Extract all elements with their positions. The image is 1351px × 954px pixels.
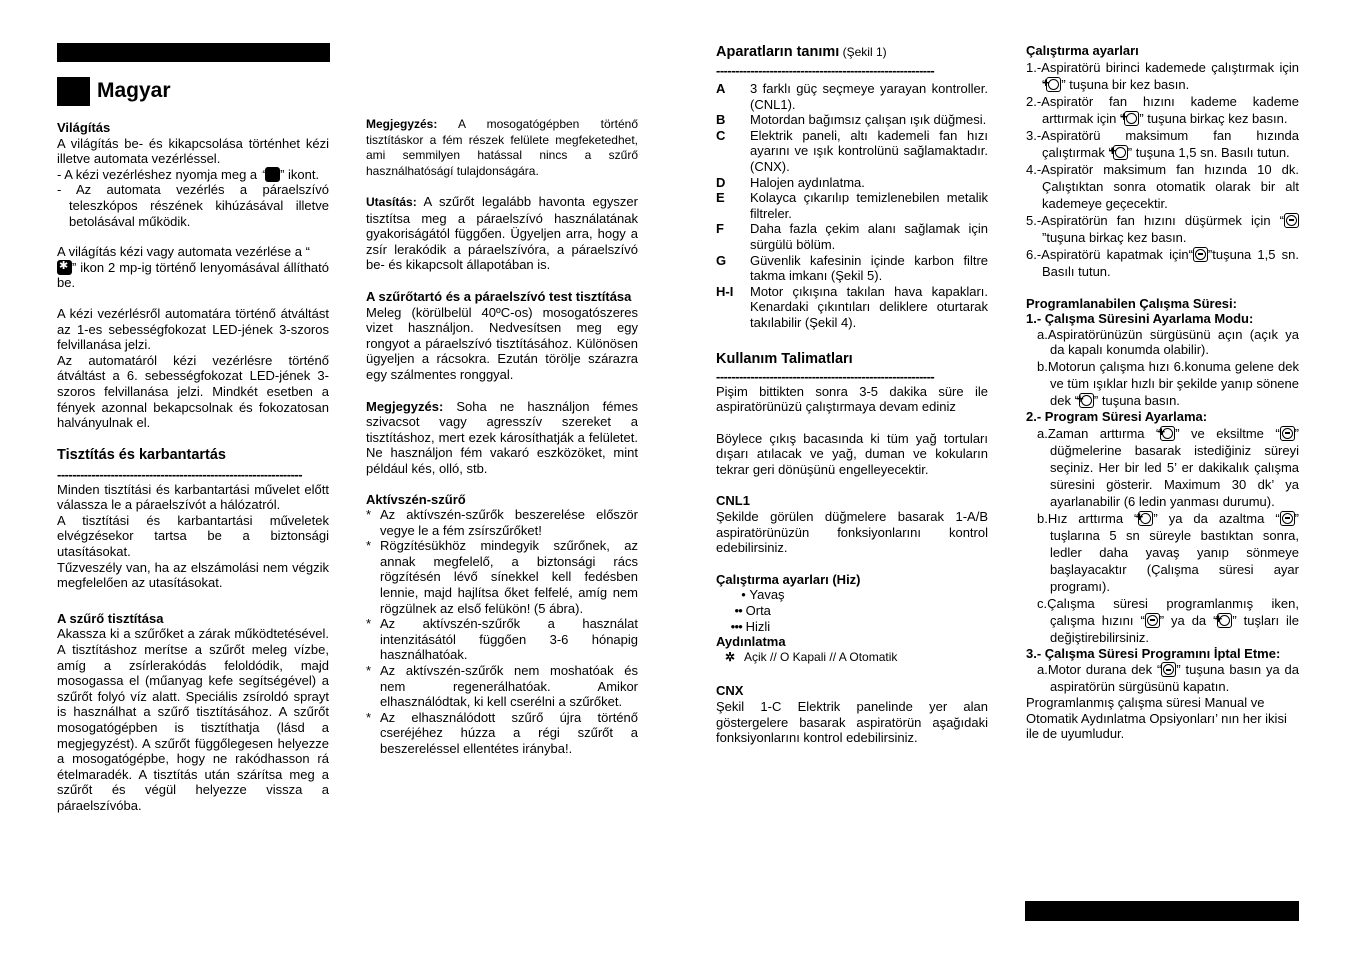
- section-title-aparat: [716, 44, 988, 60]
- text: ” ve eksiltme “: [1175, 425, 1280, 441]
- note: [366, 117, 638, 179]
- paragraph: A tisztítási és karbantartási műveletek elvégzésekor tartsa be a biztonsági utasításokat.: [57, 512, 329, 560]
- speed-dots-icon: ●●: [734, 606, 742, 616]
- part-desc: Motordan bağımsız çalışan ışık düğmesi.: [750, 112, 987, 128]
- text: ” tuşuna basın ya da aspiratörün sürgüsünü kapatın.: [1050, 662, 1299, 695]
- part-desc: Elektrik paneli, altı kademeli fan hızı ayarını ve ışık kontrolünü sağlamaktadır. (CNX).: [750, 127, 988, 174]
- paragraph: A világítás be- és kikapcsolása történhet kézi illetve automata vezérléssel.: [57, 135, 329, 167]
- part-row: [716, 253, 988, 284]
- section-title-tarto: A szűrőtartó és a páraelszívó test tisztítása: [366, 288, 632, 304]
- text: ” ikont.: [280, 166, 320, 182]
- text: Açik // O Kapali // A Otomatik: [744, 649, 898, 664]
- minus-icon: [1280, 426, 1295, 441]
- plus-icon: [1046, 77, 1061, 92]
- text: 6.-Aspiratörü kapatmak için“: [1026, 246, 1193, 262]
- text: b.Motorun çalışma hızı 6.konuma gelene dek ve tüm ışıklar hızlı bir şekilde yanıp sönene dek “: [1037, 358, 1299, 408]
- language-title: Magyar: [97, 79, 171, 102]
- text: (Şekil 1): [839, 45, 887, 59]
- light-icon: [265, 167, 280, 182]
- text: ” tuşlarına 5 sn süreyle bastıktan sonra, ledler daha yavaş yanıp sönmeye başlayacaktır (Çalışma süresi ayar programı).: [1050, 510, 1299, 594]
- text: ”tuşuna birkaç kez basın.: [1042, 229, 1187, 245]
- part-row: [716, 112, 988, 128]
- list-item: * Az aktívszén-szűrők beszerelése először vegye le a fém zsírszűrőket!: [366, 507, 638, 538]
- section-title-vilagitas: Világítás: [57, 120, 111, 135]
- text: 2.-Aspiratör fan hızını kademe kademe arttırmak için “: [1026, 93, 1299, 126]
- minus-icon: [1284, 213, 1299, 228]
- text: ” ikon 2 mp-ig történő lenyomásával állítható be.: [57, 259, 329, 291]
- part-key: G: [716, 252, 727, 268]
- divider: ----------------------------------------------------------------: [57, 467, 303, 482]
- sub-step: [1026, 595, 1299, 646]
- text: A világítás kézi vagy automata vezérlése a “: [57, 244, 310, 260]
- note-label: Megjegyzés:: [366, 398, 444, 414]
- section-title-hiz: Çalıştırma ayarları (Hiz): [716, 571, 861, 587]
- plus-icon: [1124, 111, 1139, 126]
- text: ” tuşuna birkaç kez basın.: [1139, 110, 1288, 126]
- speed-dots-icon: ●●●: [730, 621, 742, 631]
- part-desc: Güvenlik kafesinin içinde karbon filtre takma imkanı (Şekil 5).: [750, 252, 988, 284]
- text: 3.-Aspiratörü maksimum fan hızında çalıştırmak “: [1026, 127, 1299, 160]
- text: ” tuşuna bir kez basın.: [1061, 76, 1190, 92]
- sub-step: [1026, 661, 1299, 695]
- step: [1026, 246, 1299, 280]
- instruction: [366, 194, 638, 273]
- list-item: - Az automata vezérlés a páraelszívó teleszkópos részének kihúzásával illetve betolásával működik.: [57, 182, 329, 229]
- sub-step: a.Aspiratörünüzün sürgüsünü açın (açık ya da kapalı konumda olabilir).: [1037, 326, 1299, 358]
- text: ” ya da azaltma “: [1153, 510, 1280, 526]
- part-key: A: [716, 81, 726, 96]
- section-title-tisztitas: Tisztítás és karbantartás: [57, 446, 226, 463]
- text: a.Motor durana dek “: [1037, 662, 1162, 678]
- part-key: B: [716, 112, 726, 128]
- sub-step: [1026, 425, 1299, 510]
- step: [1026, 59, 1299, 93]
- plus-icon: [1138, 511, 1153, 526]
- paragraph: Böylece çıkış bacasında ki tüm yağ tortuları dışarı atılacak ve yağ, duman ve kokuların tekrar geri dönüşünü engelleyecektir.: [716, 430, 988, 477]
- paragraph: Şekilde görülen düğmelere basarak 1-A/B aspiratörünüzün fonksiyonlarını kontrol edebilirsiniz.: [716, 509, 988, 556]
- part-row: [716, 175, 988, 191]
- sub-step: [1026, 358, 1299, 409]
- text: ” tuşuna basın.: [1093, 392, 1180, 408]
- text: - A kézi vezérléshez nyomja meg a “: [57, 166, 266, 182]
- paragraph: Programlanmış çalışma süresi Manual ve Otomatik Aydınlatma Opsiyonları’ nın her ikisi ile de uyumludur.: [1026, 695, 1287, 742]
- section-title-aktiv: Aktívszén-szűrő: [366, 491, 466, 507]
- speed-row: [716, 603, 988, 619]
- light-icon: ✲: [724, 649, 736, 664]
- aktiv-list: [366, 507, 638, 757]
- step: 4.-Aspiratör maksimum fan hızında 10 dk. Çalıştıktan sonra otomatik olarak bir alt kademeye geçecektir.: [1026, 161, 1299, 211]
- list-item: * Az aktívszén-szűrők nem moshatóak és nem regenerálhatóak. Amikor elhasználódtak, ki kell cserélni a szűrőket.: [366, 663, 638, 710]
- part-desc: Kolayca çıkarılıp temizlenebilen metalik filtreler.: [750, 190, 988, 221]
- part-key: C: [716, 127, 726, 143]
- text: c.Çalışma süresi programlanmış iken, çalışma hızını “: [1037, 595, 1299, 628]
- speed-dots-icon: ●: [741, 590, 746, 600]
- text: a.Zaman arttırma “: [1037, 425, 1161, 441]
- paragraph: Az automatáról kézi vezérlésre történő átváltást a 6. sebességfokozat LED-jének 3-szoros felvillanása jelzi. Mindkét esetben a fények azonnal bekapcsolnak és fokozatosan halványulnak el.: [57, 352, 329, 431]
- step: [1026, 127, 1299, 161]
- text: ”tuşuna 1,5 sn. Basılı tutun.: [1042, 246, 1299, 279]
- paragraph: Şekil 1-C Elektrik panelinde yer alan göstergelere basarak aspiratörün aşağıdaki fonksiyonlarını kontrol edebilirsiniz.: [716, 698, 988, 746]
- paragraph: Tűzveszély van, ha az elszámolási nem végzik megfelelően az utasításokat.: [57, 559, 329, 591]
- paragraph: Meleg (körülbelül 40ºC-os) mosogatószeres vizet használjon. Nedvesítsen meg egy rongyot a páraelszívó tisztításához. Különösen ügyeljen a rácsokra. Ezután törölje szárazra egy szálmentes ronggyal.: [366, 304, 638, 382]
- speed-label: Orta: [745, 603, 771, 619]
- plus-icon: [1113, 145, 1128, 160]
- header-bar: [57, 43, 330, 62]
- text: A mosogatógépben történő tisztításkor a fém részek felülete megfeketedhet, ami semmilyen hatással nincs a szűrő használhatóságí tulajdonságára.: [366, 117, 638, 178]
- sub-step: [1026, 510, 1299, 595]
- part-desc: Halojen aydınlatma.: [750, 174, 865, 190]
- part-key: E: [716, 190, 725, 206]
- part-row: [716, 81, 988, 112]
- text: A szűrőt legalább havonta egyszer tisztítsa meg a páraelszívó használatának gyakoriságától függően. Ügyeljen arra, hogy a zsír lerakódik a páraelszívóra, a páraelszívó be- és kikapcsolt állapotában is.: [366, 194, 638, 273]
- minus-icon: [1145, 613, 1160, 628]
- part-desc: Daha fazla çekim alanı sağlamak için sürgülü bölüm.: [750, 221, 988, 252]
- text: ” tuşları ile değiştirebilirsiniz.: [1050, 612, 1300, 645]
- list-item: * Az aktívszén-szűrők a használat intenzitásától függően 3-6 hónapig használhatóak.: [366, 616, 638, 663]
- paragraph: Akassza ki a szűrőket a zárak működtetésével. A tisztításhoz merítse a szűrőt meleg vízbe, amíg a zsírlerakódás feloldódik, majd mosogassa el (műanyag kefe segítségével) a szűrőt folyó víz alatt. Speciális zsíroldó sprayt is használhat a szűrő tisztításához. A szűrőt mosogatógépben is tisztíthatja (lásd a megjegyzést). A szűrőt függőlegesen helyezze a mosogatógépbe, hogy ne rakódhasson rá ételmaradék. A tisztítás után szárítsa meg a szűrőt és végül helyezze vissza a páraelszívóba.: [57, 626, 329, 813]
- light-modes: [716, 650, 988, 666]
- part-key: D: [716, 174, 726, 190]
- language-block: [57, 77, 90, 106]
- part-row: [716, 190, 988, 221]
- plus-icon: [1217, 613, 1232, 628]
- text: ” tuşuna 1,5 sn. Basılı tutun.: [1127, 144, 1290, 160]
- section-title-prog: Programlanabilen Çalışma Süresi:: [1026, 295, 1237, 311]
- part-desc: 3 farklı güç seçmeye yarayan kontroller. (CNL1).: [750, 81, 988, 112]
- section-title-szuro: A szűrő tisztítása: [57, 610, 164, 626]
- minus-icon: [1193, 247, 1208, 262]
- section-title-cnl1: CNL1: [716, 493, 750, 509]
- text: ” düğmelerine basarak istediğiniz süreyi seçiniz. Her bir led 5’ er dakikalık çalışma süresini gösterir. Maximum 30 dk’ ya ayarlanabilir (6 ledin yanması durumu).: [1050, 425, 1299, 509]
- speed-row: [716, 587, 988, 603]
- light-icon: [57, 260, 72, 275]
- minus-icon: [1280, 511, 1295, 526]
- speed-label: Hizli: [745, 618, 771, 634]
- step: [1026, 212, 1299, 246]
- minus-icon: [1161, 662, 1176, 677]
- plus-icon: [1079, 393, 1094, 408]
- part-key: F: [716, 221, 724, 237]
- paragraph: Pişim bittikten sonra 3-5 dakika süre ile aspiratörünüzü çalıştırmaya devam ediniz: [716, 383, 988, 415]
- part-key: H-I: [716, 283, 734, 299]
- instruction-label: Utasítás:: [366, 195, 417, 209]
- section-title-kullanim: Kullanım Talimatları: [716, 350, 853, 367]
- text: 1.-Aspiratörü birinci kademede çalıştırmak için “: [1026, 59, 1299, 92]
- note: [366, 399, 638, 477]
- section-title-cnx: CNX: [716, 683, 744, 699]
- list-item: * Az elhasználódott szűrő újra történő cseréjéhez húzza a régi szűrőt a beszereléssel ellentétes irányba!.: [366, 710, 638, 757]
- list-item: [57, 167, 329, 183]
- text: ” ya da “: [1159, 612, 1218, 628]
- plus-icon: [1160, 426, 1175, 441]
- paragraph: Minden tisztítási és karbantartási művelet előtt válassza le a páraelszívót a hálózatról.: [57, 481, 329, 513]
- section-title-calistirma: Çalıştırma ayarları: [1026, 43, 1139, 58]
- note-label: Megjegyzés:: [366, 117, 438, 131]
- part-row: [716, 221, 988, 252]
- text: Soha ne használjon fémes szivacsot vagy agresszív szereket a tisztításhoz, mert ezek károsíthatják a felületet. Ne használjon fém vakaró eszközöket, mint például kés, olló, stb.: [366, 398, 638, 476]
- part-row: [716, 128, 988, 175]
- part-desc: Motor çıkışına takılan hava kapakları. Kenardaki çıkıntıları deliklere oturtarak takılabilir (Şekil 4).: [750, 283, 988, 330]
- text: Aparatların tanımı: [716, 44, 840, 60]
- paragraph: [57, 244, 329, 291]
- text: 5.-Aspiratörün fan hızını düşürmek için “: [1026, 212, 1284, 228]
- text: b.Hız arttırma “: [1037, 510, 1139, 526]
- footer-bar: [1025, 901, 1299, 921]
- subsection-title: 2.- Program Süresi Ayarlama:: [1026, 408, 1208, 424]
- part-row: [716, 284, 988, 331]
- subsection-title: 3.- Çalışma Süresi Programını İptal Etme:: [1026, 645, 1281, 661]
- parts-list: [716, 81, 988, 331]
- paragraph: A kézi vezérlésről automatára történő átváltást az 1-es sebességfokozat LED-jének 3-szoros felvillanása jelzi.: [57, 305, 329, 353]
- divider: ---------------------------------------------------------: [716, 64, 935, 78]
- step: [1026, 93, 1299, 127]
- speed-label: Yavaş: [749, 587, 785, 603]
- speed-row: [716, 619, 988, 635]
- section-title-aydinlatma: Aydınlatma: [716, 634, 786, 650]
- list-item: * Rögzítésükhöz mindegyik szűrőnek, az annak megfelelő, a biztonsági rács rögzítésén lévő sínekkel kell fedésben lennie, majd hajlítsa őket felfelé, amíg nem rögzülnek az első felükön! (5 ábra).: [366, 538, 638, 616]
- divider: ---------------------------------------------------------: [716, 369, 935, 384]
- subsection-title: 1.- Çalışma Süresini Ayarlama Modu:: [1026, 311, 1254, 327]
